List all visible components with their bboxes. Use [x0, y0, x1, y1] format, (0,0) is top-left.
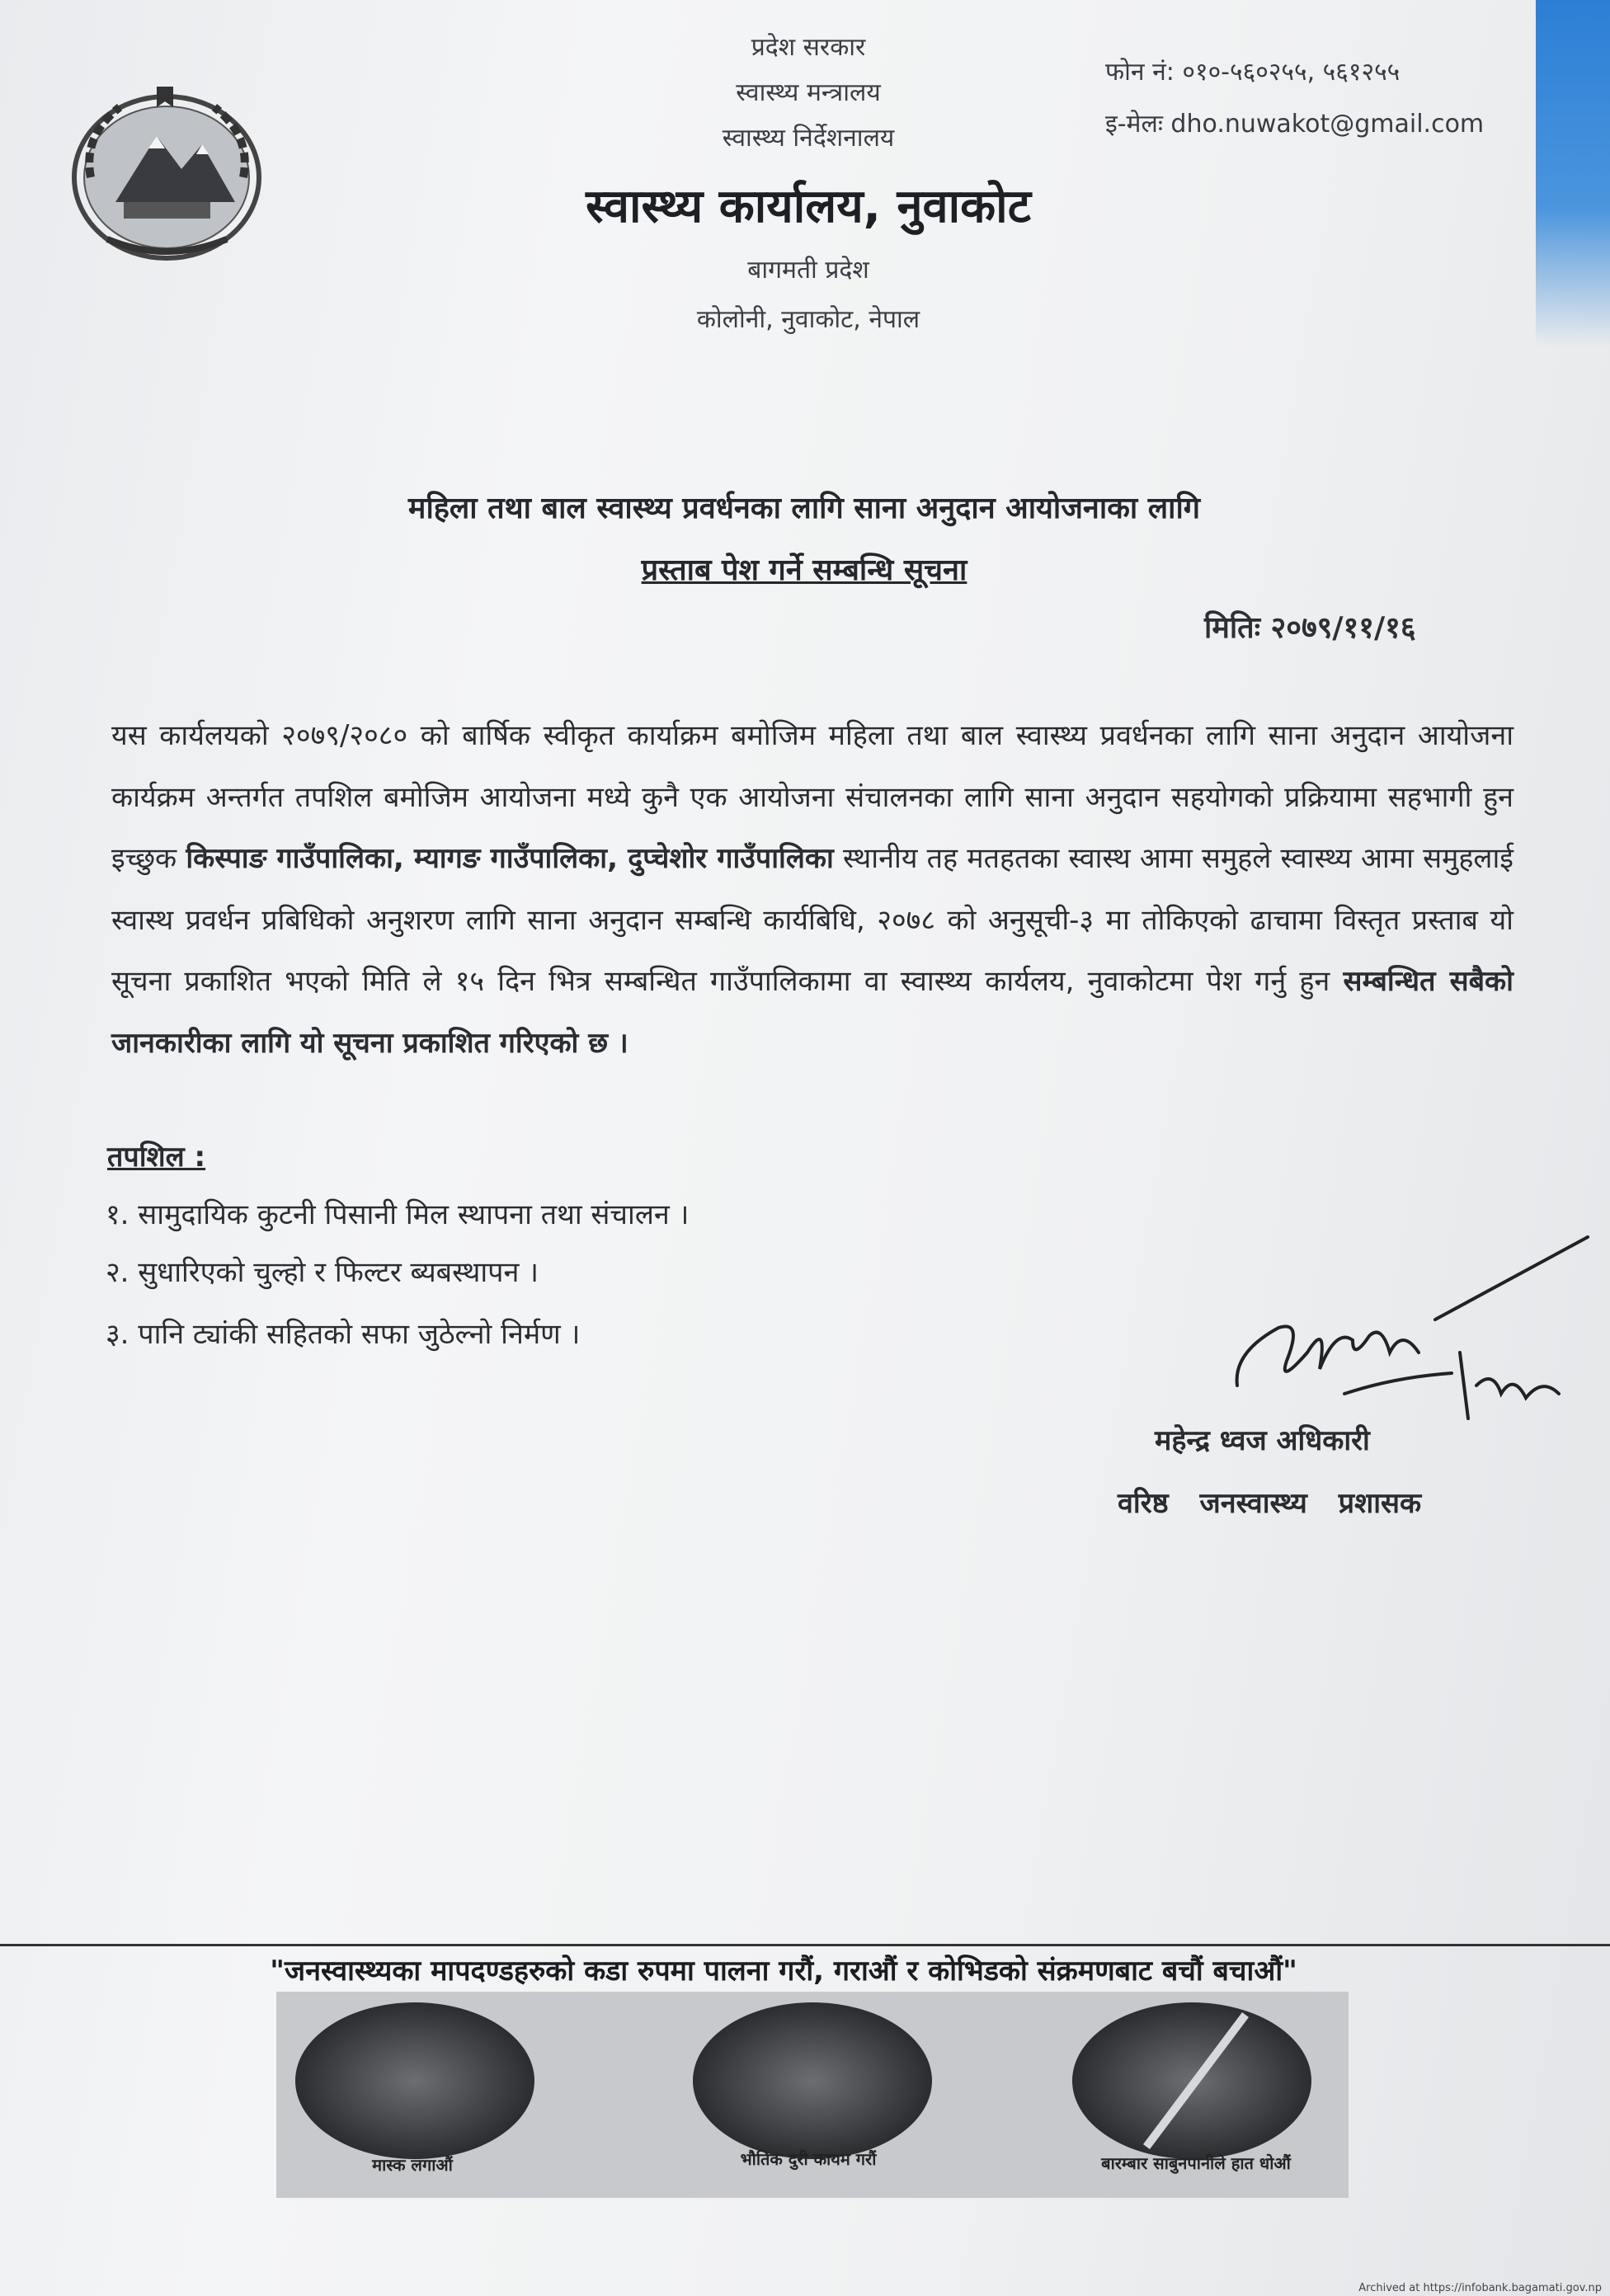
signature — [1229, 1229, 1592, 1435]
details-heading: तपशिल : — [107, 1141, 206, 1174]
province: बागमती प्रदेश — [747, 256, 869, 285]
phone-number: फोन नं: ०१०-५६०२५५, ५६१२५५ — [1105, 58, 1401, 87]
govt-level: प्रदेश सरकार — [751, 33, 866, 62]
signatory-name: महेन्द्र ध्वज अधिकारी — [1155, 1424, 1370, 1457]
banner-caption: भौतिक दुरी कायम गरौं — [740, 2149, 877, 2169]
body-municipalities: किस्पाङ गाउँपालिका, म्यागङ गाउँपालिका, दुप्चेशोर गाउँपालिका — [186, 842, 834, 875]
divider — [0, 1944, 1610, 1946]
notice-body — [111, 705, 1513, 1074]
nepal-emblem-icon — [58, 78, 276, 268]
subject-line-1: महिला तथा बाल स्वास्थ्य प्रवर्धनका लागि साना अनुदान आयोजनाका लागि — [407, 492, 1201, 525]
archive-footer: Archived at https://infobank.bagamati.gov.np — [1358, 2282, 1602, 2294]
banner-caption: मास्क लगाऔं — [372, 2155, 453, 2175]
mask-illustration-icon — [295, 2002, 534, 2159]
signatory-title: वरिष्ठ जनस्वास्थ्य प्रशासक — [1118, 1487, 1422, 1520]
detail-item: ३. पानि ट्यांकी सहितको सफा जुठेल्नो निर्मण । — [106, 1318, 581, 1351]
detail-item: १. सामुदायिक कुटनी पिसानी मिल स्थापना तथा संचालन । — [106, 1198, 690, 1231]
directorate: स्वास्थ्य निर्देशनालय — [722, 124, 895, 153]
body-closing: सम्बन्धित सबैको जानकारीका लागि यो सूचना प्रकाशित गरिएको छ । — [111, 965, 1513, 1060]
distance-illustration-icon — [693, 2002, 932, 2159]
body-text-2: स्थानीय तह मतहतका स्वास्थ आमा समुहले स्वास्थ्य आमा समुहलाई स्वास्थ प्रवर्धन प्रबिधिको अनुशरण लागि साना अनुदान सम्बन्धि कार्यबिधि, २०७८ को अनुसूची-३ मा तोकिएको ढाचामा विस्तृत प्रस्ताब यो सूचना प्रकाशित भएको मिति ले १५ दिन भित्र सम्बन्धित गाउँपालिकामा वा स्वास्थ्य कार्यलय, नुवाकोटमा पेश गर्नु हुन — [111, 842, 1513, 998]
handwash-illustration-icon — [1072, 2002, 1311, 2159]
address: कोलोनी, नुवाकोट, नेपाल — [696, 305, 920, 334]
covid-slogan: "जनस्वास्थ्यका मापदण्डहरुको कडा रुपमा पालना गरौं, गराऔं र कोभिडको संक्रमणबाट बचौं बचाऔं" — [270, 1955, 1297, 1988]
ministry: स्वास्थ्य मन्त्रालय — [736, 78, 881, 107]
background-edge — [1536, 0, 1610, 346]
office-title: स्वास्थ्य कार्यालय, नुवाकोट — [586, 180, 1031, 233]
subject-line-2: प्रस्ताब पेश गर्ने सम्बन्धि सूचना — [641, 553, 967, 587]
body-text-1: यस कार्यलयको २०७९/२०८० को बार्षिक स्वीकृत कार्याक्रम बमोजिम महिला तथा बाल स्वास्थ्य प्रवर्धनका लागि साना अनुदान आयोजना कार्यक्रम अन्तर्गत तपशिल बमोजिम आयोजना मध्ये कुनै एक आयोजना संचालनका लागि साना अनुदान सहयोगको प्रक्रियामा सहभागी हुन इच्छुक — [111, 719, 1513, 875]
email-address: इ-मेलः dho.nuwakot@gmail.com — [1105, 110, 1485, 139]
detail-item: २. सुधारिएको चुल्हो र फिल्टर ब्यबस्थापन । — [106, 1256, 539, 1289]
date: मितिः २०७९/११/१६ — [1204, 611, 1416, 645]
banner-caption: बारम्बार साबुनपानीले हात धोऔं — [1101, 2153, 1291, 2173]
